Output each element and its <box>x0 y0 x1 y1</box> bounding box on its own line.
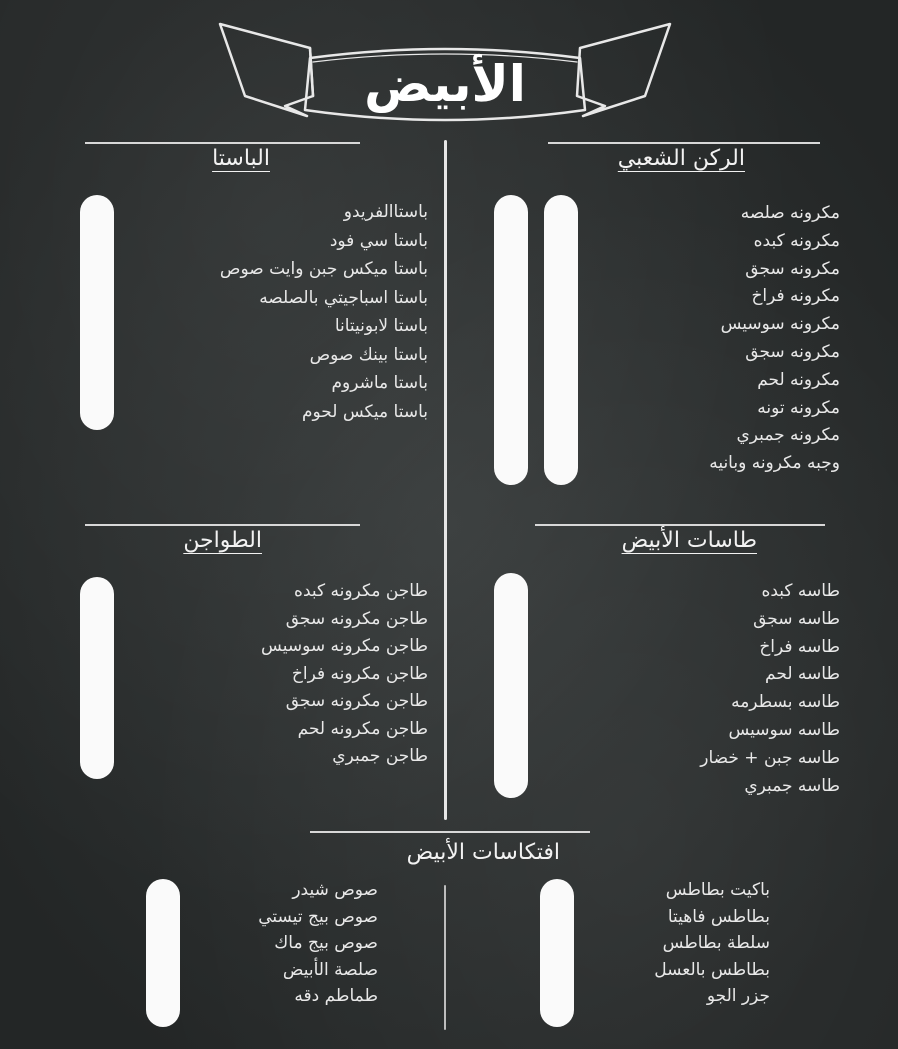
section-title-tawagen: الطواجن <box>183 528 262 553</box>
price-column-bar <box>80 577 114 779</box>
menu-item: طاسه جبن + خضار <box>700 747 840 768</box>
menu-item: مكرونه سوسيس <box>720 314 840 335</box>
tasat-items <box>700 578 840 800</box>
menu-item: باكيت بطاطس <box>665 880 770 900</box>
section-header-tasat <box>535 520 825 560</box>
section-rule <box>548 142 820 144</box>
price-column-bar <box>146 879 180 1027</box>
menu-item: وجبه مكرونه وبانيه <box>709 453 840 474</box>
section-header-tawagen <box>85 520 360 560</box>
menu-item: طاجن مكرونه سجق <box>285 608 428 629</box>
menu-item: مكرونه تونه <box>757 397 840 418</box>
menu-item: مكرونه صلصه <box>740 203 840 223</box>
section-rule <box>85 524 360 526</box>
section-header-appetizers <box>310 828 590 868</box>
menu-item: مكرونه سجق <box>745 258 840 279</box>
menu-item: طاسه جمبري <box>744 775 840 796</box>
price-column-bar <box>540 879 574 1027</box>
menu-item: مكرونه كبده <box>753 230 840 251</box>
appetizers-right-items <box>654 877 770 1010</box>
menu-item: باستا ماشروم <box>331 373 428 393</box>
price-column-bar <box>494 573 528 798</box>
menu-item: صوص بيج تيستي <box>258 906 378 927</box>
menu-item: طاجن جمبري <box>332 746 428 766</box>
tawagen-items <box>261 578 428 771</box>
menu-item: طاجن مكرونه فراخ <box>291 663 428 684</box>
section-rule <box>310 831 590 833</box>
rokn-items <box>709 200 840 478</box>
price-column-bar <box>80 195 114 430</box>
menu-item: صوص شيدر <box>292 880 378 900</box>
menu-item: باستا سي فود <box>329 230 428 251</box>
section-header-rokn <box>548 138 820 178</box>
appetizers-left-items <box>258 877 378 1010</box>
section-title-tasat: طاسات الأبيض <box>621 528 757 553</box>
section-title-appetizers: افتكاسات الأبيض <box>406 840 560 865</box>
section-rule <box>535 524 825 526</box>
center-divider <box>444 140 447 820</box>
menu-item: بطاطس فاهيتا <box>667 906 770 927</box>
menu-item: باستا لابونيتانا <box>334 316 428 336</box>
menu-item: سلطة بطاطس <box>662 933 770 953</box>
menu-item: باستا ميكس لحوم <box>301 401 428 422</box>
menu-item: طماطم دقه <box>294 986 378 1006</box>
menu-item: باستا ميكس جبن وايت صوص <box>219 259 428 279</box>
menu-item: مكرونه سجق <box>745 341 840 362</box>
menu-item: باستا اسباجيتي بالصلصه <box>259 287 428 308</box>
menu-item: طاجن مكرونه لحم <box>297 718 428 739</box>
section-rule <box>85 142 360 144</box>
menu-item: صلصة الأبيض <box>282 959 378 980</box>
menu-item: طاسه لحم <box>765 664 840 685</box>
menu-item: بطاطس بالعسل <box>654 959 770 980</box>
menu-item: مكرونه لحم <box>757 369 840 390</box>
menu-item: طاسه سجق <box>753 608 840 629</box>
menu-item: طاسه بسطرمه <box>731 692 840 713</box>
menu-item: طاسه فراخ <box>759 636 840 657</box>
menu-item: طاسه كبده <box>761 581 840 601</box>
menu-title: الأبيض <box>364 55 526 113</box>
menu-item: باستاالفريدو <box>343 202 428 222</box>
menu-item: جزر الجو <box>706 986 770 1006</box>
pasta-items <box>220 198 428 426</box>
section-header-pasta <box>85 138 360 178</box>
menu-item: طاجن مكرونه سوسيس <box>261 636 428 656</box>
menu-item: طاجن مكرونه سجق <box>285 691 428 711</box>
price-column-bar <box>544 195 578 485</box>
menu-item: صوص بيج ماك <box>274 933 378 953</box>
price-column-bar <box>494 195 528 485</box>
menu-item: طاجن مكرونه كبده <box>294 581 428 601</box>
menu-item: مكرونه فراخ <box>751 286 840 307</box>
lower-divider <box>444 885 446 1030</box>
section-title-pasta: الباستا <box>212 146 270 171</box>
section-title-rokn: الركن الشعبي <box>617 146 745 171</box>
menu-item: طاسه سوسيس <box>728 719 840 740</box>
menu-item: باستا بينك صوص <box>309 344 428 365</box>
menu-item: مكرونه جمبري <box>736 425 840 446</box>
